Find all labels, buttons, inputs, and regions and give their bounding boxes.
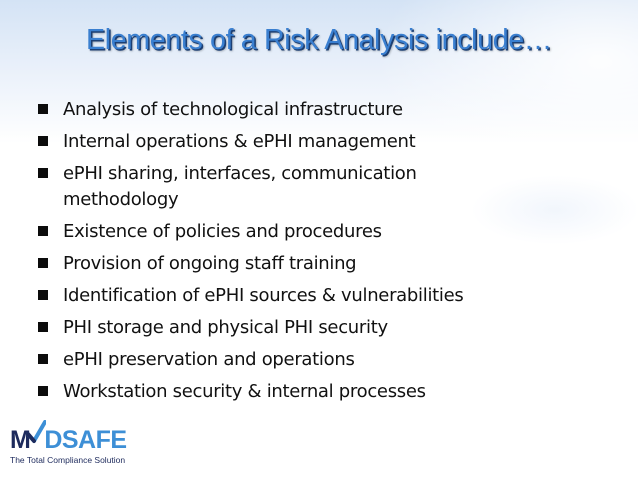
square-bullet-icon <box>38 290 48 300</box>
bullet-item <box>38 347 598 373</box>
bullet-item <box>38 129 598 155</box>
medsafe-logo <box>8 426 148 472</box>
bullet-text: PHI storage and physical PHI security <box>63 316 388 338</box>
bullet-text: Workstation security & internal processes <box>63 380 426 402</box>
bullet-item <box>38 315 598 341</box>
square-bullet-icon <box>38 104 48 114</box>
logo-tagline: The Total Compliance Solution <box>10 455 126 465</box>
square-bullet-icon <box>38 136 48 146</box>
bullet-item <box>38 251 598 277</box>
bullet-item <box>38 283 598 309</box>
square-bullet-icon <box>38 322 48 332</box>
checkmark-icon <box>30 430 44 448</box>
square-bullet-icon <box>38 354 48 364</box>
logo-wordmark <box>10 426 127 455</box>
logo-letter-m: M <box>10 426 31 454</box>
bullet-item <box>38 161 533 212</box>
bullet-item <box>38 219 598 245</box>
square-bullet-icon <box>38 258 48 268</box>
slide-title: Elements of a Risk Analysis include… <box>86 24 552 56</box>
bullet-item <box>38 379 598 405</box>
square-bullet-icon <box>38 226 48 236</box>
logo-letters-dsafe: DSAFE <box>44 426 127 454</box>
bullet-text: Identification of ePHI sources & vulnerabilities <box>63 284 464 306</box>
bullet-text: ePHI preservation and operations <box>63 348 355 370</box>
square-bullet-icon <box>38 168 48 178</box>
bullet-text: Internal operations & ePHI management <box>63 131 416 152</box>
bullet-item <box>38 97 598 123</box>
bullet-text: ePHI sharing, interfaces, communication methodology <box>63 163 417 210</box>
square-bullet-icon <box>38 386 48 396</box>
bullet-text: Existence of policies and procedures <box>63 220 382 242</box>
bullet-text: Provision of ongoing staff training <box>63 252 357 274</box>
bullet-text: Analysis of technological infrastructure <box>63 99 403 120</box>
bullet-list <box>38 97 598 411</box>
